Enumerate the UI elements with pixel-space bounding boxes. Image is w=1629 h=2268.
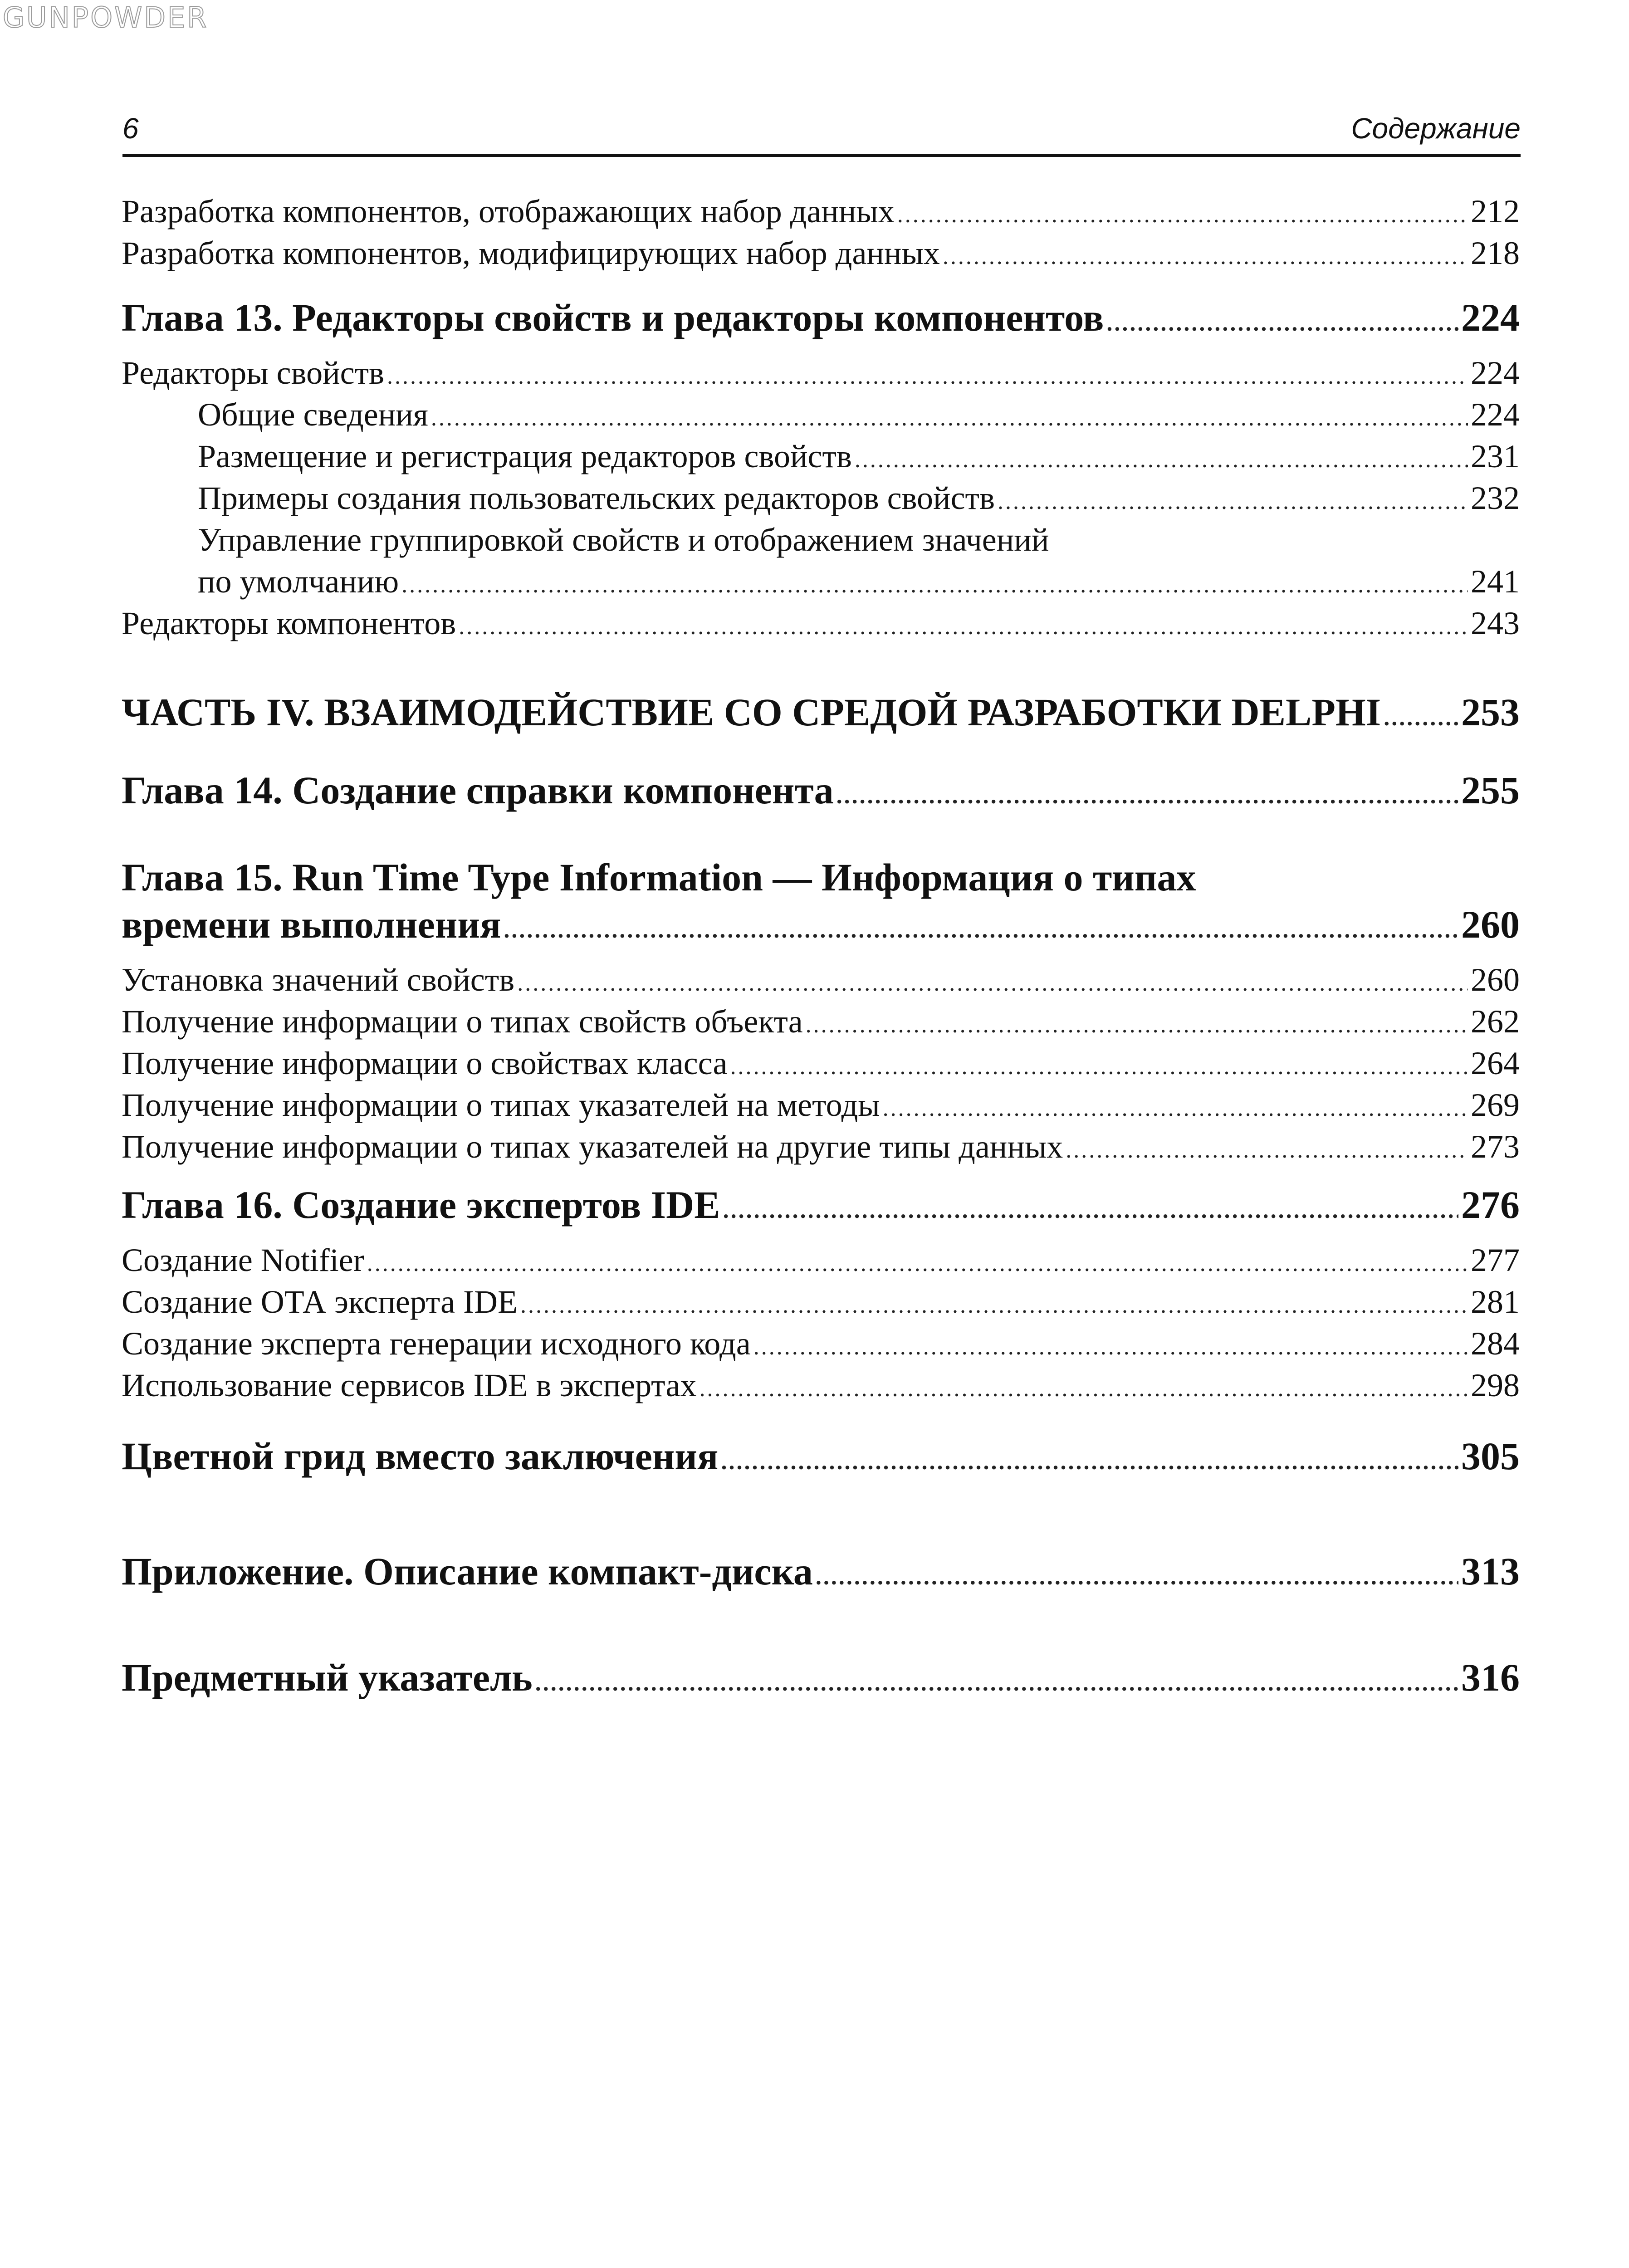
dot-leader (1066, 1129, 1468, 1171)
toc-entry-page: 218 (1471, 235, 1520, 271)
toc-entry-page: 212 (1471, 193, 1520, 230)
toc-subentry-grouping-line1[interactable]: Управление группировкой свойств и отображением значений (198, 522, 1049, 558)
watermark: GUNPOWDER (3, 1, 209, 34)
toc-entry-page: 224 (1471, 355, 1520, 391)
chapter-title: Предметный указатель (122, 1656, 533, 1699)
chapter-page: 316 (1461, 1656, 1520, 1699)
dot-leader (1384, 694, 1458, 742)
toc-entry-title: Редакторы свойств (122, 355, 385, 391)
dot-leader (723, 1187, 1458, 1234)
chapter-title: Глава 16. Создание экспертов IDE (122, 1183, 720, 1227)
dot-leader (855, 439, 1468, 481)
dot-leader (883, 1088, 1468, 1129)
toc-entry-title: Создание эксперта генерации исходного кода (122, 1325, 751, 1362)
toc-entry[interactable] (122, 1084, 1520, 1126)
toc-entry-title: Получение информации о типах указателей на другие типы данных (122, 1129, 1063, 1165)
toc-chapter-16[interactable] (122, 1181, 1520, 1228)
toc-chapter-14[interactable] (122, 767, 1520, 814)
toc-index[interactable] (122, 1654, 1520, 1701)
toc-entry-title: Разработка компонентов, отображающих набор данных (122, 193, 895, 230)
dot-leader (367, 1243, 1468, 1285)
toc-entry-page: 269 (1471, 1087, 1520, 1123)
dot-leader (1106, 300, 1458, 347)
dot-leader (431, 397, 1468, 439)
toc-entry-page: 264 (1471, 1045, 1520, 1081)
dot-leader (897, 194, 1468, 236)
toc-entry[interactable] (122, 191, 1520, 232)
toc-entry-title: Общие сведения (198, 396, 428, 433)
toc-entry-title: по умолчанию (198, 563, 399, 600)
dot-leader (459, 606, 1468, 648)
dot-leader (387, 356, 1468, 397)
dot-leader (816, 1554, 1458, 1601)
toc-part-4[interactable] (122, 689, 1520, 736)
dot-leader (401, 564, 1468, 606)
chapter-page: 224 (1461, 296, 1520, 339)
chapter-title: Глава 14. Создание справки компонента (122, 768, 834, 812)
toc-subentry-grouping[interactable] (122, 561, 1520, 602)
toc-entry-page: 260 (1471, 962, 1520, 998)
toc-entry-title: Размещение и регистрация редакторов свойств (198, 438, 852, 474)
chapter-16-entries (122, 1239, 1520, 1406)
toc-entry[interactable] (122, 959, 1520, 1001)
toc-subentry-placement[interactable] (122, 435, 1520, 477)
toc-entry-page: 273 (1471, 1129, 1520, 1165)
toc-entry-page: 284 (1471, 1325, 1520, 1362)
toc-entry-page: 298 (1471, 1367, 1520, 1403)
toc-entry-title: Использование сервисов IDE в экспертах (122, 1367, 697, 1403)
chapter-page: 260 (1461, 903, 1520, 946)
chapter-title: Цветной грид вместо заключения (122, 1434, 719, 1478)
toc-conclusion[interactable] (122, 1432, 1520, 1480)
toc-entry[interactable] (122, 1323, 1520, 1364)
chapter-page: 305 (1461, 1434, 1520, 1478)
toc-entry-title: Создание ОТА эксперта IDE (122, 1284, 518, 1320)
chapter-page: 313 (1461, 1549, 1520, 1593)
toc-chapter-15-line1[interactable]: Глава 15. Run Time Type Information — Информация о типах (122, 855, 1196, 899)
chapter-title: времени выполнения (122, 903, 501, 946)
toc-entry-page: 224 (1471, 396, 1520, 433)
dot-leader (806, 1004, 1468, 1046)
toc-entry[interactable] (122, 1126, 1520, 1168)
chapter-title: Глава 13. Редакторы свойств и редакторы компонентов (122, 296, 1104, 339)
dot-leader (753, 1326, 1468, 1368)
chapter-title: Приложение. Описание компакт-диска (122, 1549, 813, 1593)
toc-chapter-13[interactable] (122, 294, 1520, 341)
dot-leader (998, 481, 1468, 523)
toc-entry-title: Разработка компонентов, модифицирующих набор данных (122, 235, 940, 271)
dot-leader (730, 1046, 1468, 1088)
chapter-page: 276 (1461, 1183, 1520, 1227)
dot-leader (517, 963, 1468, 1004)
dot-leader (721, 1438, 1458, 1486)
toc-entry-page: 262 (1471, 1003, 1520, 1040)
toc-entry[interactable] (122, 1042, 1520, 1084)
toc-entry-title: Установка значений свойств (122, 962, 515, 998)
toc-entry-component-editors[interactable] (122, 602, 1520, 644)
toc-entry-page: 281 (1471, 1284, 1520, 1320)
part-page: 253 (1461, 690, 1520, 734)
toc-entry[interactable] (122, 1001, 1520, 1042)
table-of-contents (122, 191, 1520, 1701)
toc-subentry-general[interactable] (122, 394, 1520, 435)
toc-entry[interactable] (122, 1281, 1520, 1323)
toc-entry-title: Редакторы компонентов (122, 605, 456, 641)
toc-entry-title: Получение информации о типах указателей на методы (122, 1087, 880, 1123)
toc-entry-title: Получение информации о свойствах класса (122, 1045, 728, 1081)
dot-leader (699, 1368, 1468, 1410)
toc-entry[interactable] (122, 1239, 1520, 1281)
part-title: ЧАСТЬ IV. ВЗАИМОДЕЙСТВИЕ СО СРЕДОЙ РАЗРАБОТКИ DELPHI (122, 690, 1381, 734)
toc-entry[interactable] (122, 1364, 1520, 1406)
dot-leader (943, 236, 1468, 278)
toc-appendix[interactable] (122, 1548, 1520, 1595)
page-number: 6 (122, 112, 139, 145)
toc-entry-title: Примеры создания пользовательских редакторов свойств (198, 480, 995, 516)
toc-subentry-examples[interactable] (122, 477, 1520, 519)
section-title: Содержание (1351, 112, 1521, 145)
chapter-page: 255 (1461, 768, 1520, 812)
toc-entry-property-editors[interactable] (122, 352, 1520, 394)
toc-chapter-15[interactable] (122, 901, 1520, 948)
toc-entry-page: 243 (1471, 605, 1520, 641)
toc-entry-title: Создание Notifier (122, 1242, 364, 1278)
toc-entry-page: 277 (1471, 1242, 1520, 1278)
dot-leader (520, 1285, 1468, 1326)
chapter-15-entries (122, 959, 1520, 1168)
page-header (122, 109, 1521, 157)
dot-leader (837, 772, 1458, 820)
toc-entry[interactable] (122, 232, 1520, 274)
dot-leader (504, 907, 1458, 954)
toc-entry-page: 241 (1471, 563, 1520, 600)
toc-entry-page: 231 (1471, 438, 1520, 474)
toc-entry-page: 232 (1471, 480, 1520, 516)
dot-leader (535, 1660, 1458, 1707)
toc-entry-title: Получение информации о типах свойств объекта (122, 1003, 803, 1040)
